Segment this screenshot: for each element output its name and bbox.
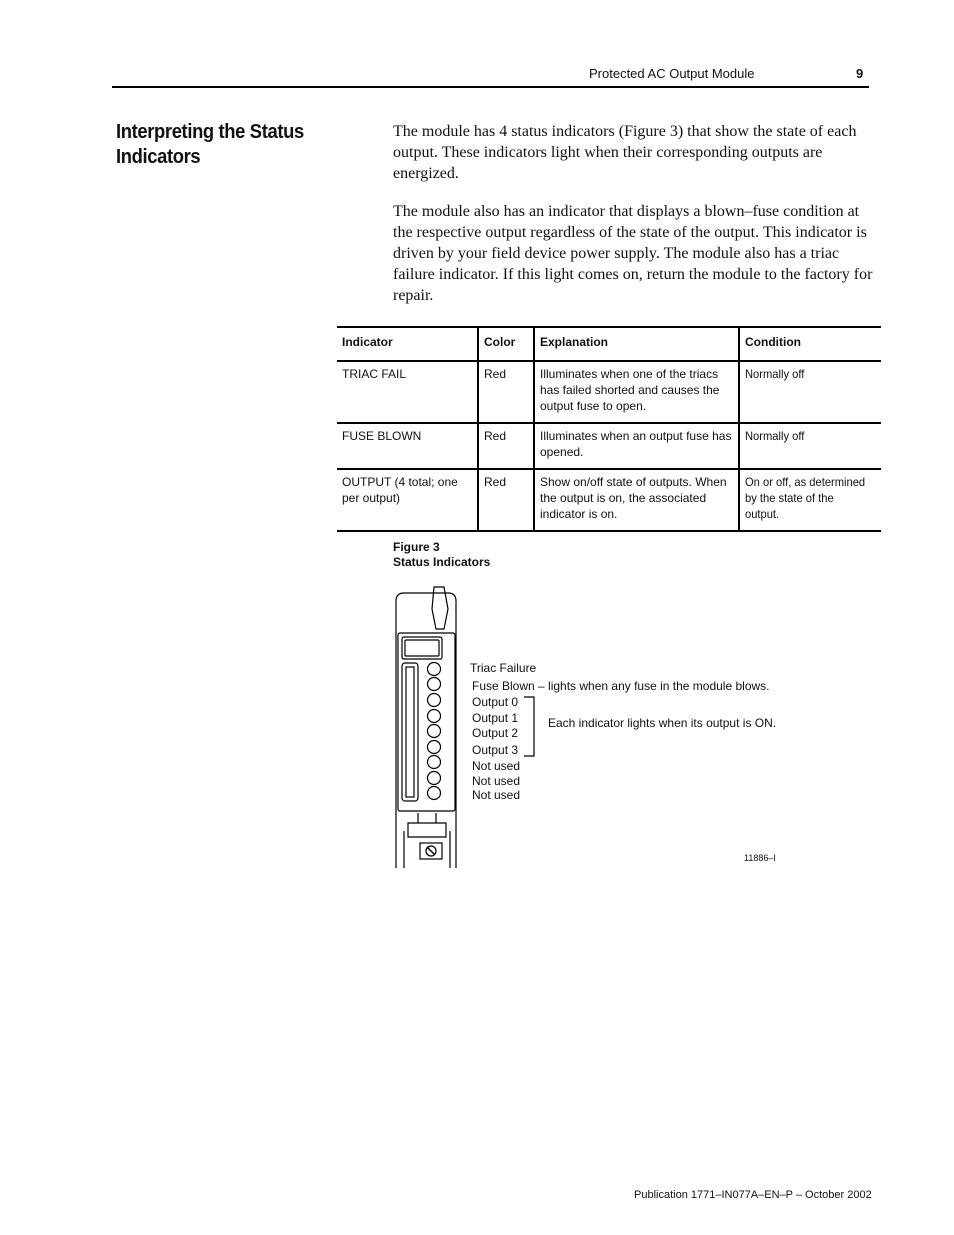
label-fuse-blown: Fuse Blown – lights when any fuse in the module blows. — [472, 679, 770, 693]
body-paragraph: The module has 4 status indicators (Figure 3) that show the state of each output. These indicators light when their corresponding outputs are energized. — [393, 123, 857, 182]
cell-condition — [739, 361, 881, 423]
column-header-condition: Condition — [739, 327, 881, 361]
cell-condition-text: On or off, as determined by the state of the output. — [745, 475, 866, 521]
cell-condition-text: Normally off — [745, 429, 805, 443]
figure-id: 11886–I — [744, 853, 776, 863]
cell-condition — [739, 423, 881, 469]
status-indicator-table — [337, 326, 881, 532]
body-paragraph: The module also has an indicator that displays a blown–fuse condition at the respective output regardless of the state of the output. This indicator is driven by your field device power supply. The module also has a triac failure indicator. If this light comes on, return the module to the factory for repair. — [393, 203, 873, 304]
table-row — [337, 423, 881, 469]
led-not-used-2 — [428, 772, 441, 785]
cell-explanation: Show on/off state of outputs. When the output is on, the associated indicator is on. — [534, 469, 739, 531]
cell-explanation: Illuminates when an output fuse has opened. — [534, 423, 739, 469]
label-output-2: Output 2 — [472, 726, 519, 740]
label-outputs-note: Each indicator lights when its output is ON. — [548, 716, 777, 730]
cell-condition-text: Normally off — [745, 367, 805, 381]
led-not-used-1 — [428, 756, 441, 769]
column-header-explanation: Explanation — [534, 327, 739, 361]
cell-indicator: OUTPUT (4 total; one per output) — [342, 475, 458, 505]
led-output-3 — [428, 741, 441, 754]
column-header-indicator: Indicator — [342, 335, 393, 349]
label-triac-failure: Triac Failure — [470, 661, 537, 675]
figure-number: Figure 3 — [393, 540, 440, 554]
table-header-row — [337, 327, 881, 361]
publication-footer: Publication 1771–IN077A–EN–P – October 2002 — [634, 1189, 872, 1201]
column-header-color: Color — [478, 327, 534, 361]
cell-indicator: TRIAC FAIL — [342, 367, 407, 381]
cell-color: Red — [478, 361, 534, 423]
outputs-bracket — [522, 696, 538, 758]
label-not-used: Not used — [472, 759, 521, 773]
module-illustration — [390, 585, 480, 870]
label-output-1: Output 1 — [472, 711, 519, 725]
label-slot — [402, 663, 418, 801]
figure-title: Status Indicators — [393, 555, 491, 569]
led-output-1 — [428, 710, 441, 723]
led-output-0 — [428, 694, 441, 707]
section-heading: Interpreting the Status Indicators — [116, 121, 304, 168]
table-row — [337, 361, 881, 423]
page-number: 9 — [856, 66, 864, 81]
table-row — [337, 469, 881, 531]
cell-explanation: Illuminates when one of the triacs has failed shorted and causes the output fuse to open. — [534, 361, 739, 423]
running-header-title: Protected AC Output Module — [589, 66, 755, 81]
connector-latch — [408, 823, 446, 837]
led-fuse-blown — [428, 678, 441, 691]
cell-color: Red — [478, 469, 534, 531]
cell-indicator: FUSE BLOWN — [342, 429, 422, 443]
module-body-outline — [396, 593, 456, 868]
header-rule — [112, 86, 869, 88]
led-not-used-3 — [428, 787, 441, 800]
cell-color: Red — [478, 423, 534, 469]
led-output-2 — [428, 725, 441, 738]
label-output-0: Output 0 — [472, 695, 519, 709]
label-not-used: Not used — [472, 774, 521, 788]
led-triac-failure — [428, 663, 441, 676]
label-output-3: Output 3 — [472, 743, 519, 757]
cell-condition — [739, 469, 881, 531]
label-not-used: Not used — [472, 788, 521, 802]
